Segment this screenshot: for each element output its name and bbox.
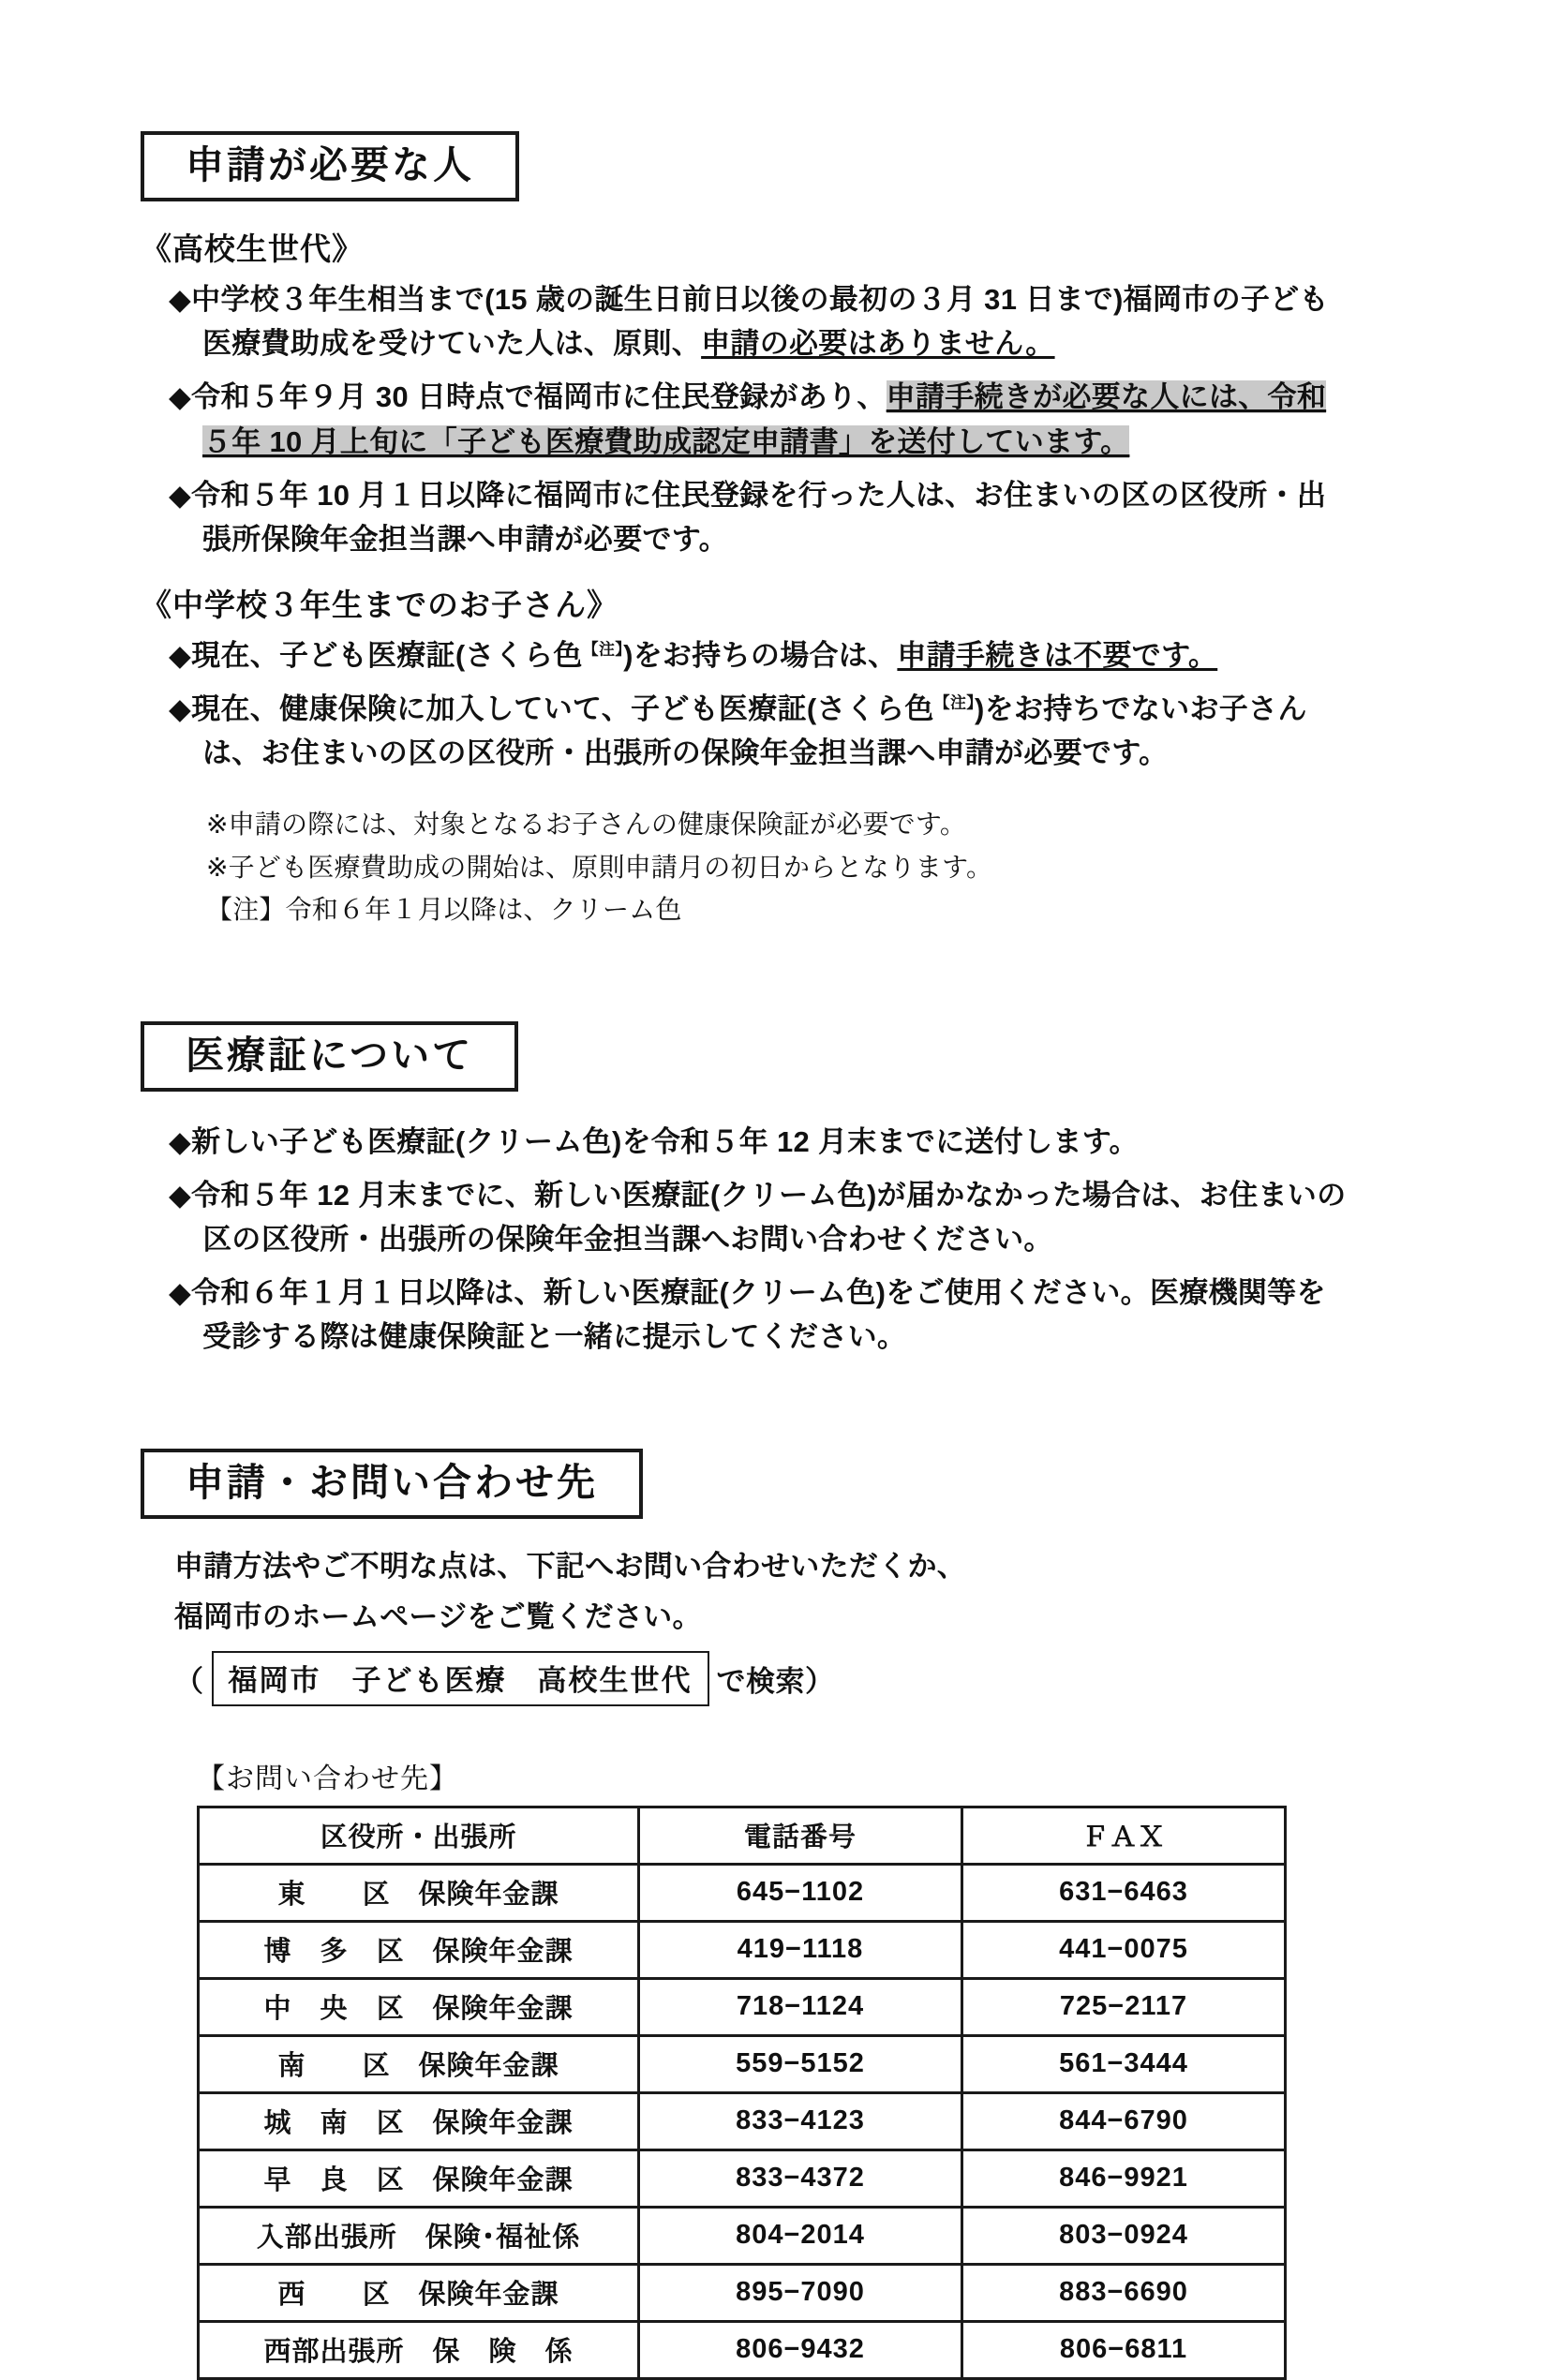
- footnote-marker: 【注】: [582, 640, 624, 659]
- table-row: [199, 2322, 1286, 2379]
- tel-cell: 645−1102: [639, 1865, 962, 1922]
- table-row: [199, 1865, 1286, 1922]
- bullet-item: [141, 1173, 1355, 1261]
- bullet-item: [141, 687, 1355, 775]
- text-run: ◆令和５年９月 30 日時点で福岡市に住民登録があり、: [169, 380, 887, 414]
- table-row: [199, 2208, 1286, 2265]
- section-heading-applicants: 申請が必要な人: [141, 131, 519, 201]
- fax-cell: 725−2117: [962, 1979, 1286, 2036]
- bullet-item: [141, 1120, 1355, 1164]
- contact-intro-line: 福岡市のホームページをご覧ください。: [174, 1599, 702, 1633]
- search-suffix: で検索）: [716, 1665, 835, 1699]
- section-heading-certificate: 医療証について: [141, 1021, 518, 1092]
- tel-cell: 804−2014: [639, 2208, 962, 2265]
- group-label-high-school: 《高校生世代》: [141, 231, 364, 266]
- contact-table-label: 【お問い合わせ先】: [197, 1763, 458, 1795]
- bullet-item: [141, 633, 1355, 677]
- contact-table-body: [199, 1865, 1286, 2379]
- text-run: ◆中学校３年生相当まで(15 歳の誕生日前日以後の最初の３月 31 日まで)福岡市の子ども医療費助成を受けていた人は、原則、: [169, 283, 1329, 361]
- bullet-item: [141, 375, 1355, 463]
- search-hint: [174, 1651, 1409, 1706]
- tel-cell: 806−9432: [639, 2322, 962, 2379]
- note-line: ※子ども医療費助成の開始は、原則申請月の初日からとなります。: [206, 852, 993, 882]
- office-cell: 東 区 保険年金課: [199, 1865, 639, 1922]
- search-open-paren: （: [174, 1665, 204, 1699]
- section-applicants: [141, 131, 1409, 201]
- office-cell: 入部出張所 保険･福祉係: [199, 2208, 639, 2265]
- group-junior-high: [141, 586, 1409, 776]
- office-cell: 早 良 区 保険年金課: [199, 2150, 639, 2208]
- text-run: )をお持ちの場合は、: [623, 639, 898, 673]
- fax-cell: 844−6790: [962, 2093, 1286, 2150]
- table-row: [199, 2265, 1286, 2322]
- bullet-item: [141, 473, 1355, 561]
- text-run: )をお持ちでないお子さんは、お住まいの区の区役所・出張所の保険年金担当課へ申請が必要です。: [202, 692, 1307, 770]
- office-cell: 城 南 区 保険年金課: [199, 2093, 639, 2150]
- column-header-office: 区役所・出張所: [199, 1807, 639, 1865]
- tel-cell: 895−7090: [639, 2265, 962, 2322]
- text-run: ◆令和５年 10 月１日以降に福岡市に住民登録を行った人は、お住まいの区の区役所・出張所保険年金担当課へ申請が必要です。: [169, 478, 1327, 556]
- bullet-item: [141, 277, 1355, 365]
- fax-cell: 631−6463: [962, 1865, 1286, 1922]
- notes-list: [206, 803, 1409, 930]
- footnote-marker: 【注】: [933, 693, 976, 712]
- text-run: ◆現在、子ども医療証(さくら色: [169, 639, 583, 673]
- underlined-text: 申請手続きは不要です。: [897, 639, 1218, 673]
- column-header-tel: 電話番号: [639, 1807, 962, 1865]
- tel-cell: 419−1118: [639, 1922, 962, 1979]
- note-line: ※申請の際には、対象となるお子さんの健康保険証が必要です。: [206, 810, 967, 840]
- highlighted-text: 申請手続きが必要な人には、令和５年 10 月上旬に「子ども医療費助成認定申請書」を送付しています。: [202, 380, 1327, 458]
- section-contact: [141, 1449, 1409, 1519]
- column-header-fax: ＦＡＸ: [962, 1807, 1286, 1865]
- note-line: 【注】令和６年１月以降は、クリーム色: [206, 895, 682, 925]
- table-row: [199, 1922, 1286, 1979]
- fax-cell: 441−0075: [962, 1922, 1286, 1979]
- fax-cell: 846−9921: [962, 2150, 1286, 2208]
- search-keyword-box[interactable]: 福岡市 子ども医療 高校生世代: [212, 1651, 709, 1706]
- group-label-junior-high: 《中学校３年生までのお子さん》: [141, 587, 619, 622]
- tel-cell: 833−4123: [639, 2093, 962, 2150]
- table-row: [199, 2036, 1286, 2093]
- table-row: [199, 2093, 1286, 2150]
- table-header-row: [199, 1807, 1286, 1865]
- fax-cell: 803−0924: [962, 2208, 1286, 2265]
- text-run: ◆新しい子ども医療証(クリーム色)を令和５年 12 月末までに送付します。: [169, 1124, 1139, 1158]
- section-heading-contact: 申請・お問い合わせ先: [141, 1449, 643, 1519]
- group-high-school: [141, 230, 1409, 561]
- table-row: [199, 1979, 1286, 2036]
- office-cell: 南 区 保険年金課: [199, 2036, 639, 2093]
- fax-cell: 806−6811: [962, 2322, 1286, 2379]
- text-run: ◆令和５年 12 月末までに、新しい医療証(クリーム色)が届かなかった場合は、お住まいの区の区役所・出張所の保険年金担当課へお問い合わせください。: [169, 1178, 1347, 1256]
- tel-cell: 718−1124: [639, 1979, 962, 2036]
- contact-intro-line: 申請方法やご不明な点は、下記へお問い合わせいただくか、: [174, 1550, 967, 1584]
- underlined-text: 申請の必要はありません。: [701, 327, 1055, 361]
- section-certificate: [141, 1021, 1409, 1092]
- office-cell: 西部出張所 保 険 係: [199, 2322, 639, 2379]
- office-cell: 中 央 区 保険年金課: [199, 1979, 639, 2036]
- text-run: ◆現在、健康保険に加入していて、子ども医療証(さくら色: [169, 692, 934, 726]
- fax-cell: 883−6690: [962, 2265, 1286, 2322]
- office-cell: 博 多 区 保険年金課: [199, 1922, 639, 1979]
- contact-table: [197, 1806, 1287, 2380]
- fax-cell: 561−3444: [962, 2036, 1286, 2093]
- tel-cell: 833−4372: [639, 2150, 962, 2208]
- table-row: [199, 2150, 1286, 2208]
- office-cell: 西 区 保険年金課: [199, 2265, 639, 2322]
- tel-cell: 559−5152: [639, 2036, 962, 2093]
- text-run: ◆令和６年１月１日以降は、新しい医療証(クリーム色)をご使用ください。医療機関等を受診する際は健康保険証と一緒に提示してください。: [169, 1275, 1326, 1353]
- bullet-item: [141, 1271, 1355, 1359]
